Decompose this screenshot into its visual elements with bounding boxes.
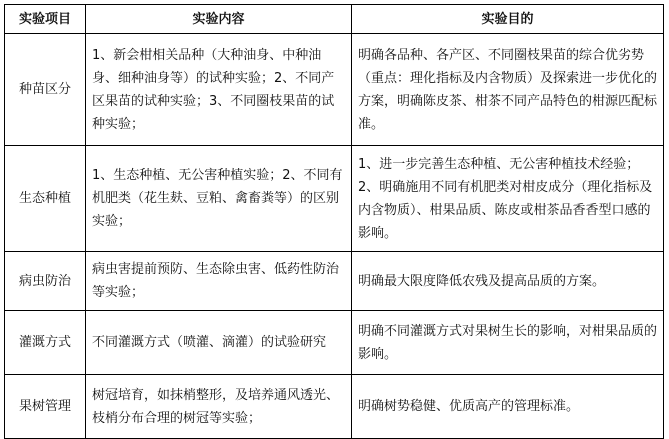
row-item: 种苗区分 xyxy=(5,34,86,146)
table-row xyxy=(5,311,664,375)
table-row xyxy=(5,146,664,252)
row-content: 病虫害提前预防、生态除虫害、低药性防治等实验； xyxy=(86,252,352,311)
row-purpose: 明确各品种、各产区、不同圈枝果苗的综合优劣势（重点：理化指标及内含物质）及探索进一步优化的方案，明确陈皮茶、柑茶不同产品特色的柑源匹配标准。 xyxy=(352,34,664,146)
row-content: 树冠培育，如抹梢整形，及培养通风透光、枝梢分布合理的树冠等实验； xyxy=(86,375,352,439)
table-row xyxy=(5,34,664,146)
row-item: 病虫防治 xyxy=(5,252,86,311)
row-item: 灌溉方式 xyxy=(5,311,86,375)
row-item: 果树管理 xyxy=(5,375,86,439)
row-content: 1、生态种植、无公害种植实验；2、不同有机肥类（花生麸、豆粕、禽畜粪等）的区别实验； xyxy=(86,146,352,252)
table-row xyxy=(5,252,664,311)
row-purpose: 明确树势稳健、优质高产的管理标准。 xyxy=(352,375,664,439)
row-content: 1、新会柑相关品种（大种油身、中种油身、细种油身等）的试种实验；2、不同产区果苗的试种实验；3、不同圈枝果苗的试种实验； xyxy=(86,34,352,146)
table-header-row xyxy=(5,5,664,34)
row-content: 不同灌溉方式（喷灌、滴灌）的试验研究 xyxy=(86,311,352,375)
header-item: 实验项目 xyxy=(5,5,86,34)
row-item: 生态种植 xyxy=(5,146,86,252)
experiment-table xyxy=(4,4,664,439)
row-purpose: 明确最大限度降低农残及提高品质的方案。 xyxy=(352,252,664,311)
table-row xyxy=(5,375,664,439)
row-purpose: 1、进一步完善生态种植、无公害种植技术经验；2、明确施用不同有机肥类对柑皮成分（理化指标及内含物质）、柑果品质、陈皮或柑茶品香香型口感的影响。 xyxy=(352,146,664,252)
row-purpose: 明确不同灌溉方式对果树生长的影响，对柑果品质的影响。 xyxy=(352,311,664,375)
header-purpose: 实验目的 xyxy=(352,5,664,34)
header-content: 实验内容 xyxy=(86,5,352,34)
